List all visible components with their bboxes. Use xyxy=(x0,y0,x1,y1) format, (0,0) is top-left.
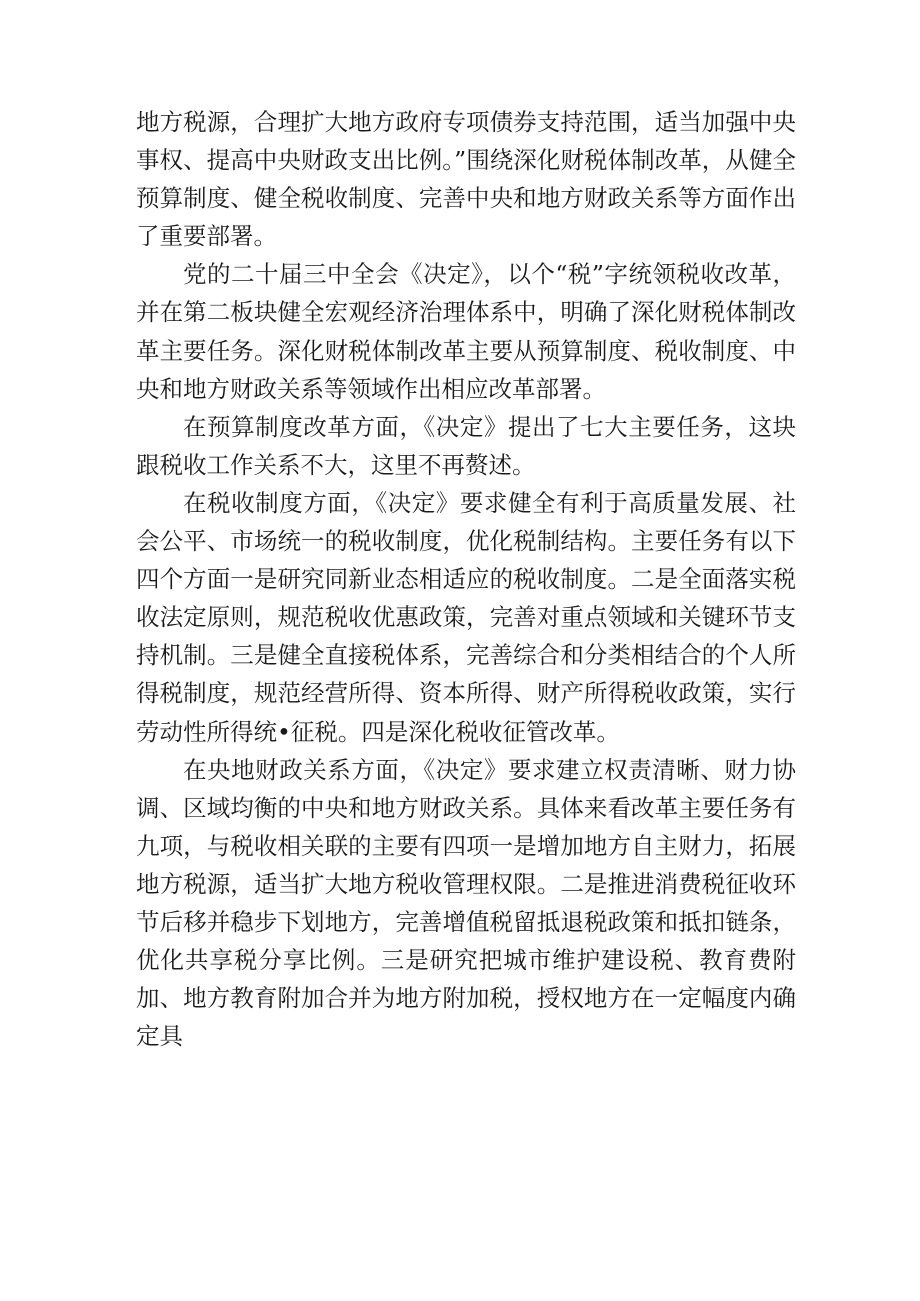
paragraph-1: 地方税源，合理扩大地方政府专项债券支持范围，适当加强中央事权、提高中央财政支出比例。”围绕深化财税体制改革，从健全预算制度、健全税收制度、完善中央和地方财政关系等方面作出了重要部署。 xyxy=(136,108,796,251)
document-body xyxy=(136,103,796,1055)
paragraph-3: 在预算制度改革方面，《决定》提出了七大主要任务，这块跟税收工作关系不大，这里不再赘述。 xyxy=(136,412,796,479)
paragraph-5: 在央地财政关系方面，《决定》要求建立权责清晰、财力协调、区域均衡的中央和地方财政关系。具体来看改革主要任务有九项，与税收相关联的主要有四项一是增加地方自主财力，拓展地方税源，适当扩大地方税收管理权限。二是推进消费税征收环节后移并稳步下划地方，完善增值税留抵退税政策和抵扣链条，优化共享税分享比例。三是研究把城市维护建设税、教育费附加、地方教育附加合并为地方附加税，授权地方在一定幅度内确定具 xyxy=(136,755,796,1051)
paragraph-4: 在税收制度方面，《决定》要求健全有利于高质量发展、社会公平、市场统一的税收制度，优化税制结构。主要任务有以下四个方面一是研究同新业态相适应的税收制度。二是全面落实税收法定原则，规范税收优惠政策，完善对重点领域和关键环节支持机制。三是健全直接税体系，完善综合和分类相结合的个人所得税制度，规范经营所得、资本所得、财产所得税收政策，实行劳动性所得统•征税。四是深化税收征管改革。 xyxy=(136,488,796,746)
paragraph-2: 党的二十届三中全会《决定》，以个“税”字统领税收改革，并在第二板块健全宏观经济治理体系中，明确了深化财税体制改革主要任务。深化财税体制改革主要从预算制度、税收制度、中央和地方财政关系等领域作出相应改革部署。 xyxy=(136,260,796,403)
